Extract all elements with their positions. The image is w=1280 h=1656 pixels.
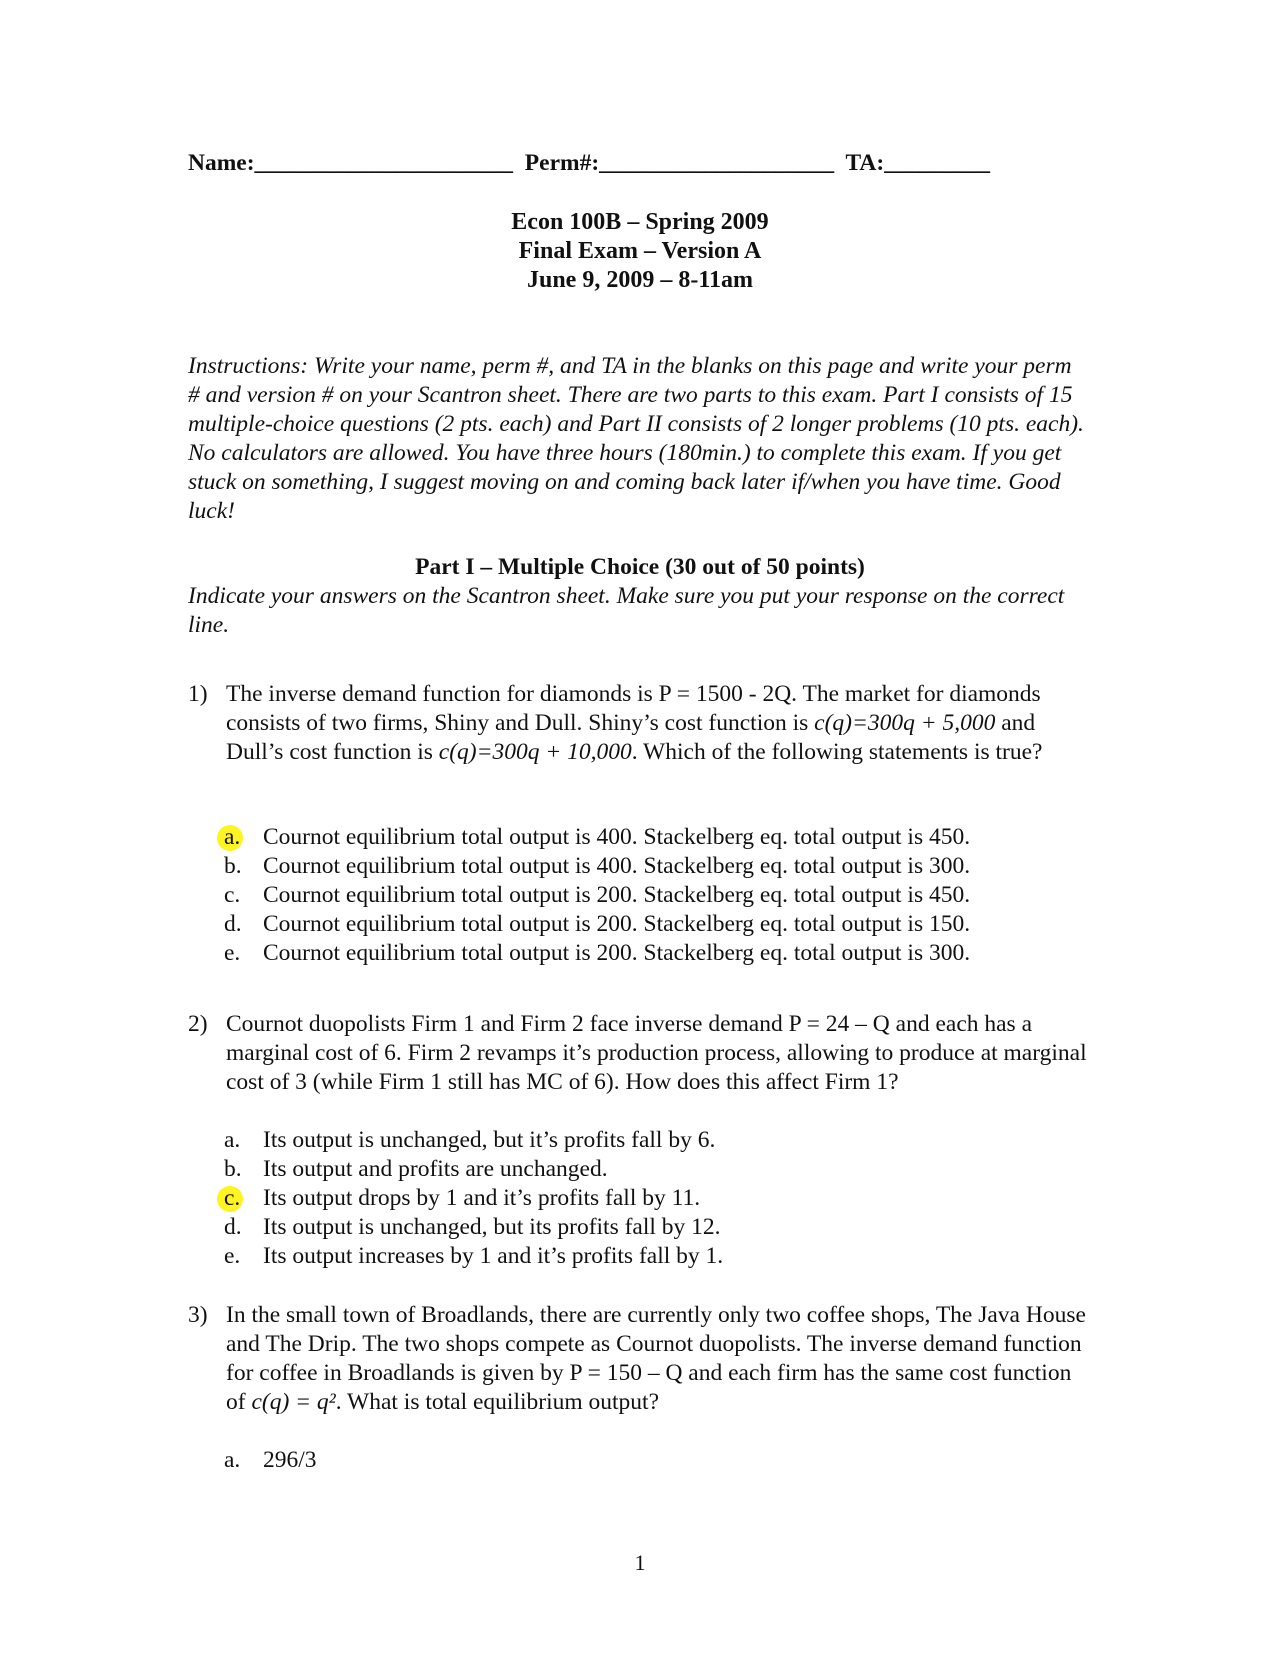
- option-text: Cournot equilibrium total output is 400. Stackelberg eq. total output is 300.: [263, 853, 971, 879]
- question-number: 1): [188, 681, 208, 707]
- question-text: Cournot duopolists Firm 1 and Firm 2 face inverse demand P = 24 – Q and each has a marginal cost of 6. Firm 2 revamps it’s production process, allowing to produce at marginal cost of 3 (while Firm 1 still has MC of 6). How does this affect Firm 1?: [226, 1011, 1087, 1095]
- question-2-options: [224, 1126, 1084, 1271]
- exam-instructions: Instructions: Write your name, perm #, and TA in the blanks on this page and write your perm # and version # on your Scantron sheet. There are two parts to this exam. Part I consists of 15 multiple-choice questions (2 pts. each) and Part II consists of 2 longer problems (10 pts. each). No calculators are allowed. You have three hours (180min.) to complete this exam. If you get stuck on something, I suggest moving on and coming back later if/when you have time. Good luck!: [188, 353, 1084, 524]
- option-letter: b.: [224, 853, 242, 879]
- option-letter: b.: [224, 1156, 242, 1182]
- question-number: 3): [188, 1302, 208, 1328]
- question-number: 2): [188, 1011, 208, 1037]
- question-2: [188, 1010, 1088, 1097]
- option-letter: e.: [224, 1243, 241, 1269]
- option-text: Cournot equilibrium total output is 200. Stackelberg eq. total output is 150.: [263, 911, 971, 937]
- option-text: Its output is unchanged, but its profits fall by 12.: [263, 1214, 721, 1240]
- answer-option[interactable]: [224, 1155, 1084, 1184]
- exam-date: June 9, 2009 – 8-11am: [526, 267, 753, 293]
- course-title: Econ 100B – Spring 2009: [511, 209, 769, 235]
- answer-option[interactable]: [224, 1446, 1084, 1475]
- answer-option[interactable]: [224, 852, 1084, 881]
- student-info-line: Name:______________________ Perm#:____________________ TA:_________: [188, 150, 990, 176]
- question-1: [188, 680, 1088, 767]
- option-text: Its output increases by 1 and it’s profits fall by 1.: [263, 1243, 724, 1269]
- page-number: 1: [634, 1550, 646, 1575]
- option-text: Its output drops by 1 and it’s profits fall by 11.: [263, 1185, 701, 1211]
- answer-option[interactable]: [224, 1213, 1084, 1242]
- part1-title: Part I – Multiple Choice (30 out of 50 points): [415, 554, 865, 580]
- answer-option[interactable]: [224, 1242, 1084, 1271]
- option-letter: d.: [224, 1214, 242, 1240]
- part1-instructions: Indicate your answers on the Scantron sheet. Make sure you put your response on the correct line.: [188, 583, 1065, 638]
- option-text: Its output and profits are unchanged.: [263, 1156, 608, 1182]
- option-text: 296/3: [263, 1447, 317, 1473]
- option-text: Cournot equilibrium total output is 400. Stackelberg eq. total output is 450.: [263, 824, 971, 850]
- question-3-options: [224, 1446, 1084, 1475]
- answer-option[interactable]: [224, 1126, 1084, 1155]
- exam-title: Final Exam – Version A: [518, 238, 762, 264]
- option-text: Cournot equilibrium total output is 200. Stackelberg eq. total output is 300.: [263, 940, 971, 966]
- option-text: Its output is unchanged, but it’s profits fall by 6.: [263, 1127, 716, 1153]
- answer-option[interactable]: [224, 823, 1084, 852]
- answer-option[interactable]: [224, 1184, 1084, 1213]
- question-text: In the small town of Broadlands, there are currently only two coffee shops, The Java House and The Drip. The two shops compete as Cournot duopolists. The inverse demand function for coffee in Broadlands is given by P = 150 – Q and each firm has the same cost function of c(q) = q². What is total equilibrium output?: [226, 1302, 1086, 1415]
- option-letter: c.: [224, 882, 241, 908]
- option-letter: a.: [224, 1447, 241, 1473]
- question-3: [188, 1301, 1088, 1417]
- option-letter: c.: [224, 1185, 241, 1211]
- answer-option[interactable]: [224, 881, 1084, 910]
- option-letter: d.: [224, 911, 242, 937]
- question-1-options: [224, 823, 1084, 968]
- answer-option[interactable]: [224, 939, 1084, 968]
- option-letter: a.: [224, 1127, 241, 1153]
- answer-option[interactable]: [224, 910, 1084, 939]
- option-letter: e.: [224, 940, 241, 966]
- exam-title-block: [0, 208, 1280, 295]
- option-text: Cournot equilibrium total output is 200. Stackelberg eq. total output is 450.: [263, 882, 971, 908]
- question-text: The inverse demand function for diamonds is P = 1500 - 2Q. The market for diamonds consists of two firms, Shiny and Dull. Shiny’s cost function is c(q)=300q + 5,000 and Dull’s cost function is c(q)=300q + 10,000. Which of the following statements is true?: [226, 681, 1043, 765]
- option-letter: a.: [224, 824, 241, 850]
